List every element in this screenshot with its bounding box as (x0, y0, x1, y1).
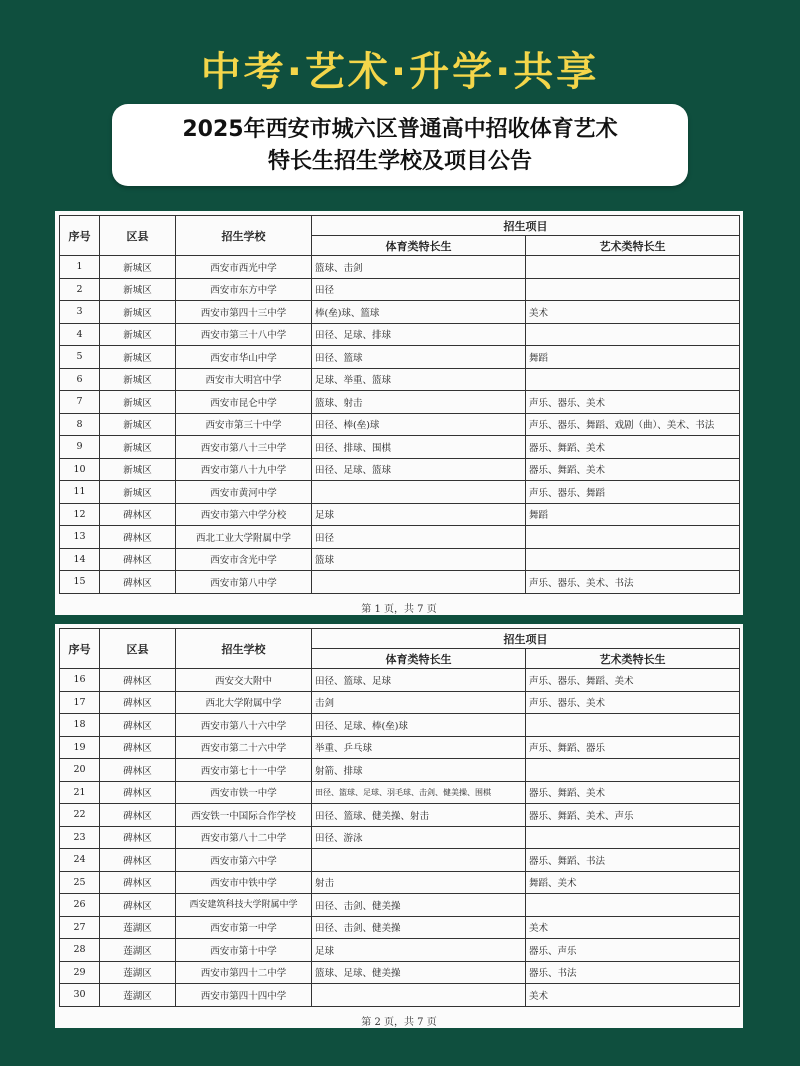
header-project: 招生项目 (312, 216, 740, 236)
cell-arts: 声乐、器乐、美术、书法 (526, 571, 740, 594)
cell-no: 7 (60, 391, 100, 414)
cell-school: 西安交大附中 (176, 669, 312, 692)
cell-arts: 美术 (526, 916, 740, 939)
cell-no: 10 (60, 458, 100, 481)
cell-arts: 声乐、器乐、舞蹈 (526, 481, 740, 504)
table-row (60, 916, 740, 939)
cell-sports: 田径、足球、棒(垒)球 (312, 714, 526, 737)
table-row (60, 826, 740, 849)
cell-no: 1 (60, 256, 100, 279)
cell-sports: 田径、棒(垒)球 (312, 413, 526, 436)
cell-no: 15 (60, 571, 100, 594)
cell-district: 新城区 (100, 256, 176, 279)
cell-district: 碑林区 (100, 736, 176, 759)
cell-sports: 射箭、排球 (312, 759, 526, 782)
cell-sports: 田径 (312, 278, 526, 301)
admission-table-page-2 (59, 628, 740, 1007)
cell-school: 西安市第八十三中学 (176, 436, 312, 459)
cell-district: 碑林区 (100, 849, 176, 872)
cell-no: 28 (60, 939, 100, 962)
banner-line-2: 特长生招生学校及项目公告 (267, 149, 532, 174)
cell-sports: 篮球、击剑 (312, 256, 526, 279)
table-row (60, 368, 740, 391)
cell-sports: 举重、乒乓球 (312, 736, 526, 759)
table-row (60, 301, 740, 324)
cell-no: 14 (60, 548, 100, 571)
cell-district: 新城区 (100, 278, 176, 301)
cell-school: 西北大学附属中学 (176, 691, 312, 714)
cell-arts (526, 278, 740, 301)
admission-table-page-1 (59, 215, 740, 594)
cell-school: 西安市大明宫中学 (176, 368, 312, 391)
cell-no: 8 (60, 413, 100, 436)
cell-arts (526, 759, 740, 782)
cell-school: 西安市西光中学 (176, 256, 312, 279)
table-row (60, 691, 740, 714)
cell-district: 碑林区 (100, 548, 176, 571)
cell-district: 碑林区 (100, 669, 176, 692)
cell-district: 新城区 (100, 436, 176, 459)
header-school: 招生学校 (176, 629, 312, 669)
cell-district: 莲湖区 (100, 961, 176, 984)
header-school: 招生学校 (176, 216, 312, 256)
cell-no: 18 (60, 714, 100, 737)
header-district: 区县 (100, 216, 176, 256)
cell-arts (526, 368, 740, 391)
table-row (60, 346, 740, 369)
cell-school: 西安市第六中学 (176, 849, 312, 872)
cell-sports (312, 571, 526, 594)
table-row (60, 548, 740, 571)
cell-sports: 田径、篮球、足球、羽毛球、击剑、健美操、围棋 (312, 781, 526, 804)
cell-sports: 篮球、足球、健美操 (312, 961, 526, 984)
cell-school: 西安市第七十一中学 (176, 759, 312, 782)
cell-district: 碑林区 (100, 691, 176, 714)
table-row (60, 391, 740, 414)
cell-sports (312, 849, 526, 872)
header-no: 序号 (60, 629, 100, 669)
cell-school: 西安市第三十八中学 (176, 323, 312, 346)
cell-school: 西安市中铁中学 (176, 871, 312, 894)
cell-school: 西安市第三十中学 (176, 413, 312, 436)
cell-no: 23 (60, 826, 100, 849)
cell-district: 新城区 (100, 481, 176, 504)
table-row (60, 526, 740, 549)
cell-arts: 声乐、器乐、舞蹈、戏剧（曲）、美术、书法 (526, 413, 740, 436)
cell-district: 新城区 (100, 323, 176, 346)
cell-sports: 田径、足球、排球 (312, 323, 526, 346)
table-row (60, 714, 740, 737)
cell-sports: 田径 (312, 526, 526, 549)
cell-school: 西安市含光中学 (176, 548, 312, 571)
document-page-2 (55, 624, 743, 1028)
page-title: 中考·艺术·升学·共享 (200, 49, 600, 95)
cell-sports: 射击 (312, 871, 526, 894)
cell-no: 24 (60, 849, 100, 872)
cell-sports: 足球 (312, 939, 526, 962)
cell-school: 西安市昆仑中学 (176, 391, 312, 414)
cell-sports: 田径、击剑、健美操 (312, 916, 526, 939)
cell-no: 11 (60, 481, 100, 504)
cell-arts: 美术 (526, 301, 740, 324)
table-row (60, 759, 740, 782)
cell-no: 4 (60, 323, 100, 346)
cell-school: 西安市第八十六中学 (176, 714, 312, 737)
cell-sports: 田径、篮球 (312, 346, 526, 369)
cell-arts: 器乐、声乐 (526, 939, 740, 962)
cell-district: 碑林区 (100, 503, 176, 526)
cell-district: 新城区 (100, 301, 176, 324)
cell-district: 新城区 (100, 346, 176, 369)
cell-school: 西安市第六中学分校 (176, 503, 312, 526)
cell-school: 西安市第八十二中学 (176, 826, 312, 849)
cell-arts: 舞蹈 (526, 346, 740, 369)
cell-school: 西安市铁一中学 (176, 781, 312, 804)
cell-arts: 舞蹈 (526, 503, 740, 526)
cell-school: 西安市第四十二中学 (176, 961, 312, 984)
cell-arts: 美术 (526, 984, 740, 1007)
table-row (60, 503, 740, 526)
cell-arts: 器乐、舞蹈、美术 (526, 458, 740, 481)
cell-no: 27 (60, 916, 100, 939)
table-row (60, 939, 740, 962)
cell-school: 西安铁一中国际合作学校 (176, 804, 312, 827)
cell-no: 21 (60, 781, 100, 804)
table-row (60, 458, 740, 481)
table-row (60, 781, 740, 804)
table-row (60, 278, 740, 301)
cell-school: 西安市东方中学 (176, 278, 312, 301)
cell-sports: 田径、足球、篮球 (312, 458, 526, 481)
table-row (60, 436, 740, 459)
table-row (60, 481, 740, 504)
page-footer: 第 1 页，共 7 页 (361, 603, 437, 615)
cell-sports: 篮球、射击 (312, 391, 526, 414)
header-sports: 体育类特长生 (312, 649, 526, 669)
cell-sports: 足球、举重、篮球 (312, 368, 526, 391)
cell-arts (526, 323, 740, 346)
cell-school: 西安市第十中学 (176, 939, 312, 962)
table-row (60, 984, 740, 1007)
cell-sports: 田径、击剑、健美操 (312, 894, 526, 917)
cell-district: 碑林区 (100, 571, 176, 594)
cell-arts (526, 526, 740, 549)
cell-school: 西安市第四十三中学 (176, 301, 312, 324)
cell-no: 16 (60, 669, 100, 692)
table-row (60, 571, 740, 594)
cell-no: 30 (60, 984, 100, 1007)
cell-arts (526, 826, 740, 849)
cell-sports: 田径、排球、围棋 (312, 436, 526, 459)
cell-district: 碑林区 (100, 781, 176, 804)
cell-district: 新城区 (100, 413, 176, 436)
table-row (60, 256, 740, 279)
cell-district: 碑林区 (100, 871, 176, 894)
header-district: 区县 (100, 629, 176, 669)
cell-no: 9 (60, 436, 100, 459)
cell-arts (526, 714, 740, 737)
cell-sports: 田径、篮球、足球 (312, 669, 526, 692)
cell-arts (526, 894, 740, 917)
cell-no: 12 (60, 503, 100, 526)
page-footer: 第 2 页，共 7 页 (361, 1016, 437, 1028)
cell-district: 莲湖区 (100, 939, 176, 962)
cell-arts: 声乐、器乐、美术 (526, 691, 740, 714)
cell-arts: 声乐、器乐、美术 (526, 391, 740, 414)
cell-sports: 篮球 (312, 548, 526, 571)
cell-district: 新城区 (100, 458, 176, 481)
cell-arts: 器乐、书法 (526, 961, 740, 984)
cell-district: 碑林区 (100, 759, 176, 782)
table-row (60, 736, 740, 759)
cell-arts: 声乐、器乐、舞蹈、美术 (526, 669, 740, 692)
table-row (60, 804, 740, 827)
document-page-1 (55, 211, 743, 615)
header-arts: 艺术类特长生 (526, 649, 740, 669)
cell-district: 新城区 (100, 391, 176, 414)
cell-sports: 田径、篮球、健美操、射击 (312, 804, 526, 827)
table-row (60, 849, 740, 872)
cell-district: 碑林区 (100, 826, 176, 849)
cell-no: 5 (60, 346, 100, 369)
table-row (60, 413, 740, 436)
cell-school: 西安市黄河中学 (176, 481, 312, 504)
cell-no: 22 (60, 804, 100, 827)
cell-school: 西安市第八十九中学 (176, 458, 312, 481)
cell-district: 碑林区 (100, 804, 176, 827)
cell-arts: 器乐、舞蹈、书法 (526, 849, 740, 872)
cell-sports (312, 481, 526, 504)
cell-arts: 器乐、舞蹈、美术 (526, 781, 740, 804)
cell-sports (312, 984, 526, 1007)
cell-school: 西安市第四十四中学 (176, 984, 312, 1007)
cell-arts: 舞蹈、美术 (526, 871, 740, 894)
cell-no: 3 (60, 301, 100, 324)
table-row (60, 323, 740, 346)
cell-school: 西安市第二十六中学 (176, 736, 312, 759)
cell-sports: 田径、游泳 (312, 826, 526, 849)
cell-district: 碑林区 (100, 714, 176, 737)
cell-sports: 击剑 (312, 691, 526, 714)
cell-district: 碑林区 (100, 894, 176, 917)
cell-no: 13 (60, 526, 100, 549)
cell-arts: 器乐、舞蹈、美术 (526, 436, 740, 459)
cell-arts: 器乐、舞蹈、美术、声乐 (526, 804, 740, 827)
cell-sports: 足球 (312, 503, 526, 526)
table-row (60, 871, 740, 894)
cell-sports: 棒(垒)球、篮球 (312, 301, 526, 324)
cell-school: 西安市第八中学 (176, 571, 312, 594)
header-project: 招生项目 (312, 629, 740, 649)
cell-no: 20 (60, 759, 100, 782)
cell-school: 西北工业大学附属中学 (176, 526, 312, 549)
header-sports: 体育类特长生 (312, 236, 526, 256)
header-arts: 艺术类特长生 (526, 236, 740, 256)
cell-district: 新城区 (100, 368, 176, 391)
cell-school: 西安市华山中学 (176, 346, 312, 369)
cell-school: 西安市第一中学 (176, 916, 312, 939)
cell-no: 2 (60, 278, 100, 301)
table-row (60, 961, 740, 984)
banner-line-1: 2025年西安市城六区普通高中招收体育艺术 (182, 117, 618, 142)
cell-district: 莲湖区 (100, 984, 176, 1007)
cell-arts (526, 256, 740, 279)
announcement-banner (112, 104, 688, 186)
cell-arts (526, 548, 740, 571)
header-no: 序号 (60, 216, 100, 256)
cell-district: 莲湖区 (100, 916, 176, 939)
cell-no: 19 (60, 736, 100, 759)
cell-district: 碑林区 (100, 526, 176, 549)
cell-no: 6 (60, 368, 100, 391)
table-row (60, 894, 740, 917)
cell-arts: 声乐、舞蹈、器乐 (526, 736, 740, 759)
cell-no: 26 (60, 894, 100, 917)
cell-no: 25 (60, 871, 100, 894)
cell-no: 17 (60, 691, 100, 714)
table-row (60, 669, 740, 692)
cell-no: 29 (60, 961, 100, 984)
cell-school: 西安建筑科技大学附属中学 (176, 894, 312, 917)
